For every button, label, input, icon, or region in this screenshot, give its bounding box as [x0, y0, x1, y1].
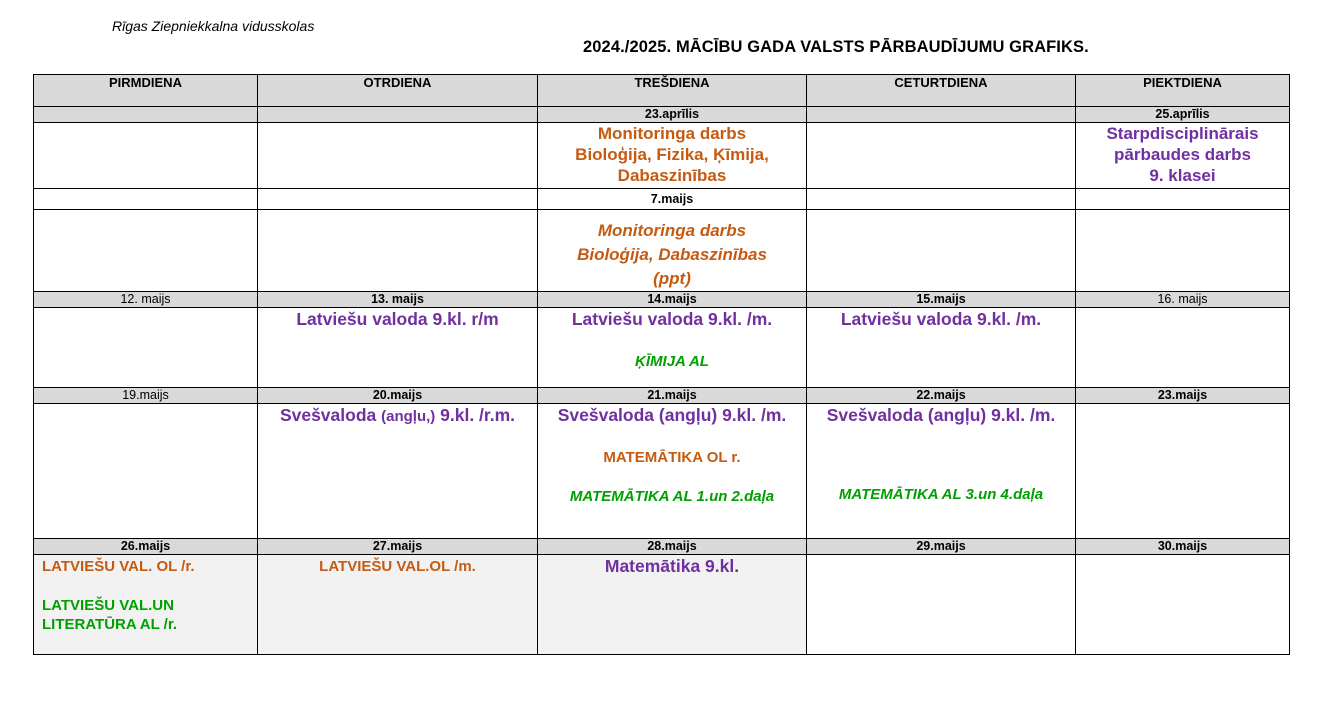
exam-cell: [34, 123, 258, 189]
exam-text: Svešvaloda (angļu) 9.kl. /m.: [557, 405, 787, 425]
header-thursday: CETURTDIENA: [807, 75, 1076, 107]
exam-cell: [34, 555, 258, 655]
exam-text: Latviešu valoda 9.kl. /m.: [840, 309, 1042, 329]
exam-cell: [258, 308, 538, 388]
date-cell: [34, 107, 258, 123]
exam-row-5: [34, 555, 1290, 655]
date-row-3: [34, 292, 1290, 308]
exam-row-1: [34, 123, 1290, 189]
exam-text: Matemātika 9.kl.: [604, 556, 740, 576]
exam-cell: [258, 123, 538, 189]
date-cell: 30.maijs: [1076, 539, 1290, 555]
date-cell: [807, 189, 1076, 210]
header-wednesday: TREŠDIENA: [538, 75, 807, 107]
date-row-5: [34, 539, 1290, 555]
exam-text: Latviešu valoda 9.kl. r/m: [296, 309, 499, 329]
date-cell: 23.aprīlis: [538, 107, 807, 123]
exam-cell: [538, 123, 807, 189]
date-cell: [807, 107, 1076, 123]
date-cell: 25.aprīlis: [1076, 107, 1290, 123]
exam-cell: [807, 404, 1076, 539]
exam-cell: [538, 404, 807, 539]
date-cell: 22.maijs: [807, 388, 1076, 404]
header-monday: PIRMDIENA: [34, 75, 258, 107]
exam-text: Bioloģija, Fizika, Ķīmija,: [575, 145, 769, 164]
exam-text: Starpdisciplinārais: [1106, 124, 1259, 143]
exam-text: Svešvaloda (angļu,) 9.kl. /r.m.: [279, 405, 516, 425]
exam-text: Latviešu valoda 9.kl. /m.: [571, 309, 773, 329]
exam-cell: [1076, 555, 1290, 655]
date-cell: [34, 189, 258, 210]
date-cell: 21.maijs: [538, 388, 807, 404]
exam-cell: [1076, 210, 1290, 292]
date-cell: 28.maijs: [538, 539, 807, 555]
exam-cell: [1076, 308, 1290, 388]
exam-text: LITERATŪRA AL /r.: [42, 616, 177, 633]
date-cell: [258, 189, 538, 210]
date-cell: 19.maijs: [34, 388, 258, 404]
exam-row-4: [34, 404, 1290, 539]
exam-cell: [34, 404, 258, 539]
exam-cell: [538, 555, 807, 655]
date-cell: 20.maijs: [258, 388, 538, 404]
exam-text: LATVIEŠU VAL.OL /m.: [319, 558, 476, 575]
exam-text: LATVIEŠU VAL. OL /r.: [42, 558, 195, 575]
date-cell: 13. maijs: [258, 292, 538, 308]
exam-text: Dabaszinības: [617, 166, 727, 185]
date-cell: 27.maijs: [258, 539, 538, 555]
exam-cell: [258, 555, 538, 655]
exam-text: ĶĪMIJA AL: [635, 353, 709, 370]
page-title: 2024./2025. MĀCĪBU GADA VALSTS PĀRBAUDĪJUMU GRAFIKS.: [583, 38, 1089, 56]
exam-cell: [1076, 123, 1290, 189]
exam-cell: [258, 404, 538, 539]
date-row-1: [34, 107, 1290, 123]
exam-cell: [807, 210, 1076, 292]
exam-text: MATEMĀTIKA AL 3.un 4.daļa: [838, 486, 1044, 503]
date-row-4: [34, 388, 1290, 404]
date-cell: 29.maijs: [807, 539, 1076, 555]
exam-cell: [258, 210, 538, 292]
exam-cell: [538, 210, 807, 292]
date-cell: 14.maijs: [538, 292, 807, 308]
exam-cell: [1076, 404, 1290, 539]
date-cell: 12. maijs: [34, 292, 258, 308]
exam-text: LATVIEŠU VAL.UN: [42, 597, 174, 614]
exam-text: Svešvaloda (angļu) 9.kl. /m.: [826, 405, 1056, 425]
exam-schedule-table: [33, 74, 1290, 655]
school-name: Rīgas Ziepniekkalna vidusskolas: [112, 18, 315, 34]
exam-row-3: [34, 308, 1290, 388]
exam-cell: [807, 123, 1076, 189]
exam-text: pārbaudes darbs: [1114, 145, 1251, 164]
exam-text: 9. klasei: [1149, 166, 1216, 185]
exam-text: Monitoringa darbs: [597, 221, 747, 240]
exam-cell: [807, 555, 1076, 655]
date-cell: [1076, 189, 1290, 210]
exam-text: MATEMĀTIKA OL r.: [603, 449, 741, 466]
date-cell: 7.maijs: [538, 189, 807, 210]
weekday-header-row: [34, 75, 1290, 107]
exam-cell: [34, 210, 258, 292]
date-cell: [258, 107, 538, 123]
exam-text: Monitoringa darbs: [597, 124, 747, 143]
exam-text: Bioloģija, Dabaszinības: [577, 245, 767, 264]
exam-cell: [34, 308, 258, 388]
date-row-2: [34, 189, 1290, 210]
exam-row-2: [34, 210, 1290, 292]
date-cell: 15.maijs: [807, 292, 1076, 308]
date-cell: 23.maijs: [1076, 388, 1290, 404]
header-friday: PIEKTDIENA: [1076, 75, 1290, 107]
date-cell: 26.maijs: [34, 539, 258, 555]
exam-text: MATEMĀTIKA AL 1.un 2.daļa: [569, 488, 775, 505]
date-cell: 16. maijs: [1076, 292, 1290, 308]
header-tuesday: OTRDIENA: [258, 75, 538, 107]
exam-text: (ppt): [653, 269, 691, 288]
exam-cell: [807, 308, 1076, 388]
exam-cell: [538, 308, 807, 388]
